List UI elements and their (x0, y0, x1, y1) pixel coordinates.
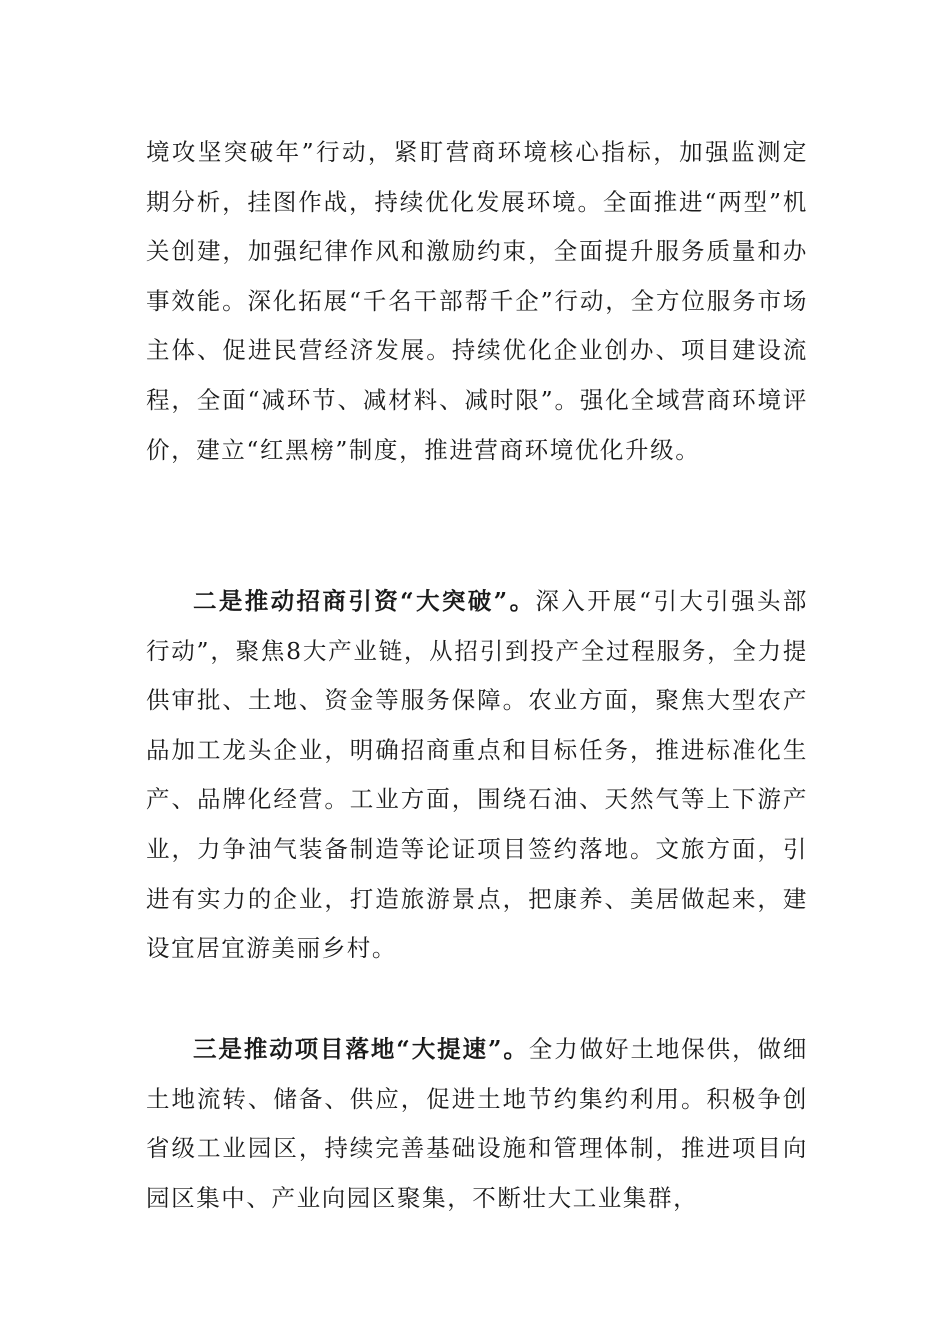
paragraph-heading: 三是推动项目落地“大提速”。 (193, 1035, 529, 1063)
paragraph-body: 深入开展“引大引强头部行动”，聚焦8大产业链，从招引到投产全过程服务，全力提供审批、土地、资金等服务保障。农业方面，聚焦大型农产品加工龙头企业，明确招商重点和目标任务，推进标准化生产、品牌化经营。工业方面，围绕石油、天然气等上下游产业，力争油气装备制造等论证项目签约落地。文旅方面，引进有实力的企业，打造旅游景点，把康养、美居做起来，建设宜居宜游美丽乡村。 (146, 587, 808, 963)
paragraph-heading: 二是推动招商引资“大突破”。 (193, 587, 536, 615)
paragraph-environment (146, 128, 808, 475)
paragraph-body: 全力做好土地保供，做细土地流转、储备、供应，促进土地节约集约利用。积极争创省级工业园区，持续完善基础设施和管理体制，推进项目向园区集中、产业向园区聚集，不断壮大工业集群， (146, 1035, 809, 1212)
paragraph-body: 境攻坚突破年”行动，紧盯营商环境核心指标，加强监测定期分析，挂图作战，持续优化发展环境。全面推进“两型”机关创建，加强纪律作风和激励约束，全面提升服务质量和办事效能。深化拓展“千名干部帮千企”行动，全方位服务市场主体、促进民营经济发展。持续优化企业创办、项目建设流程，全面“减环节、减材料、减时限”。强化全域营商环境评价，建立“红黑榜”制度，推进营商环境优化升级。 (146, 138, 808, 464)
paragraph-investment (146, 577, 808, 974)
paragraph-projects (146, 1025, 808, 1223)
